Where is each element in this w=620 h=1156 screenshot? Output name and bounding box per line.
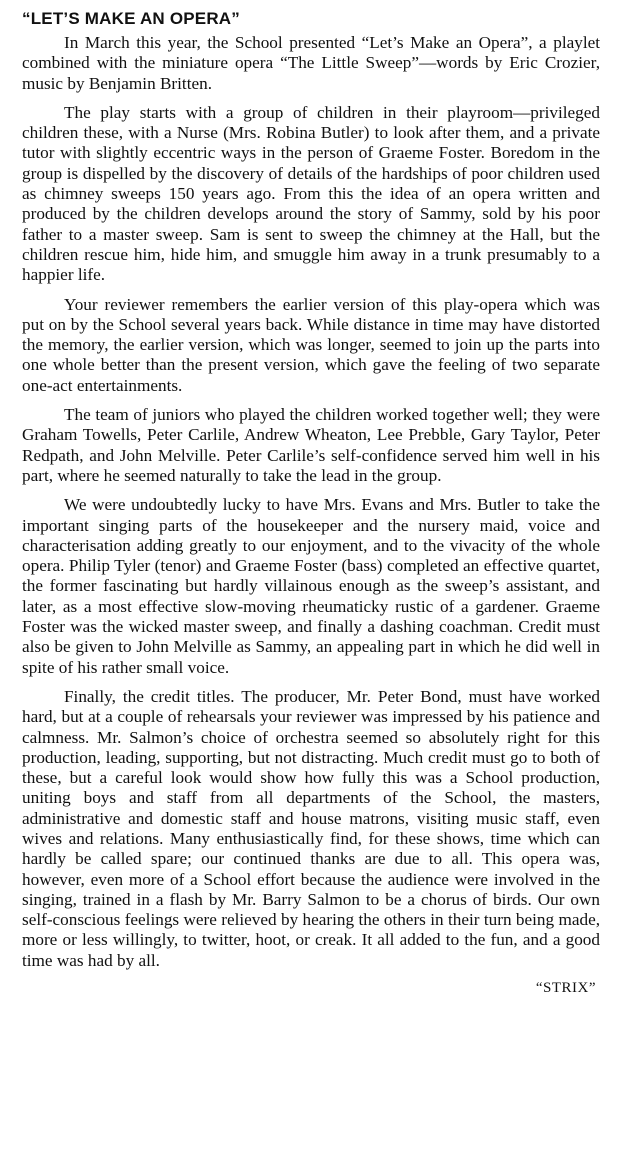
- paragraph-credits: Finally, the credit titles. The producer, Mr. Peter Bond, must have worked hard, but at a couple of rehearsals your reviewer was impressed by his patience and calmness. Mr. Salmon’s choice of orchestra seemed so absolutely right for this production, leading, supporting, but not distracting. Much credit must go to both of these, but a careful look would show how fully this was a School production, uniting boys and staff from all departments of the School, the masters, administrative and domestic staff and house matrons, visiting music staff, even wives and relations. Many enthusiastically find, for these shows, time which can hardly be called spare; our continued thanks are due to all. This opera was, however, even more of a School effort because the audience were involved in the singing, trained in a flash by Mr. Barry Salmon to be a chorus of birds. Our own self-conscious feelings were relieved by hearing the others in their turn being made, more or less willingly, to twitter, hoot, or creak. It all added to the fun, and a good time was had by all.: [22, 686, 600, 970]
- paragraph-singers: We were undoubtedly lucky to have Mrs. Evans and Mrs. Butler to take the important singing parts of the housekeeper and the nursery maid, voice and characterisation adding greatly to our enjoyment, and to the vivacity of the whole opera. Philip Tyler (tenor) and Graeme Foster (bass) completed an effective quartet, the former fascinating but hardly villainous enough as the sweep’s assistant, and later, as a most effective slow-moving rheumaticky rustic of a gardener. Graeme Foster was the wicked master sweep, and finally a dashing coachman. Credit must also be given to John Melville as Sammy, an appealing part in which he did well in spite of his rather small voice.: [22, 495, 600, 677]
- article-title: “LET’S MAKE AN OPERA”: [22, 9, 240, 28]
- paragraph-intro: In March this year, the School presented “Let’s Make an Opera”, a playlet combined with the miniature opera “The Little Sweep”—words by Eric Crozier, music by Benjamin Britten.: [22, 33, 600, 93]
- paragraph-juniors: The team of juniors who played the children worked together well; they were Graham Towells, Peter Carlile, Andrew Wheaton, Lee Prebble, Gary Taylor, Peter Redpath, and John Melville. Peter Carlile’s self-confidence served him well in his part, where he seemed naturally to take the lead in the group.: [22, 405, 600, 485]
- paragraph-earlier-version: Your reviewer remembers the earlier version of this play-opera which was put on by the School several years back. While distance in time may have distorted the memory, the earlier version, which was longer, seemed to join up the parts into one whole better than the present version, which gave the feeling of two separate one-act entertainments.: [22, 294, 600, 395]
- article: [22, 8, 600, 997]
- paragraph-plot: The play starts with a group of children in their playroom—privileged children these, with a Nurse (Mrs. Robina Butler) to look after them, and a private tutor with slightly eccentric ways in the person of Graeme Foster. Boredom in the group is dispelled by the discovery of details of the hardships of poor children used as chimney sweeps 150 years ago. From this the idea of an opera written and produced by the children develops around the story of Sammy, sold by his poor father to a master sweep. Sam is sent to sweep the chimney at the Hall, but the children rescue him, hide him, and smuggle him away in a trunk presumably to a happier life.: [22, 102, 600, 285]
- signature: “STRIX”: [535, 980, 596, 997]
